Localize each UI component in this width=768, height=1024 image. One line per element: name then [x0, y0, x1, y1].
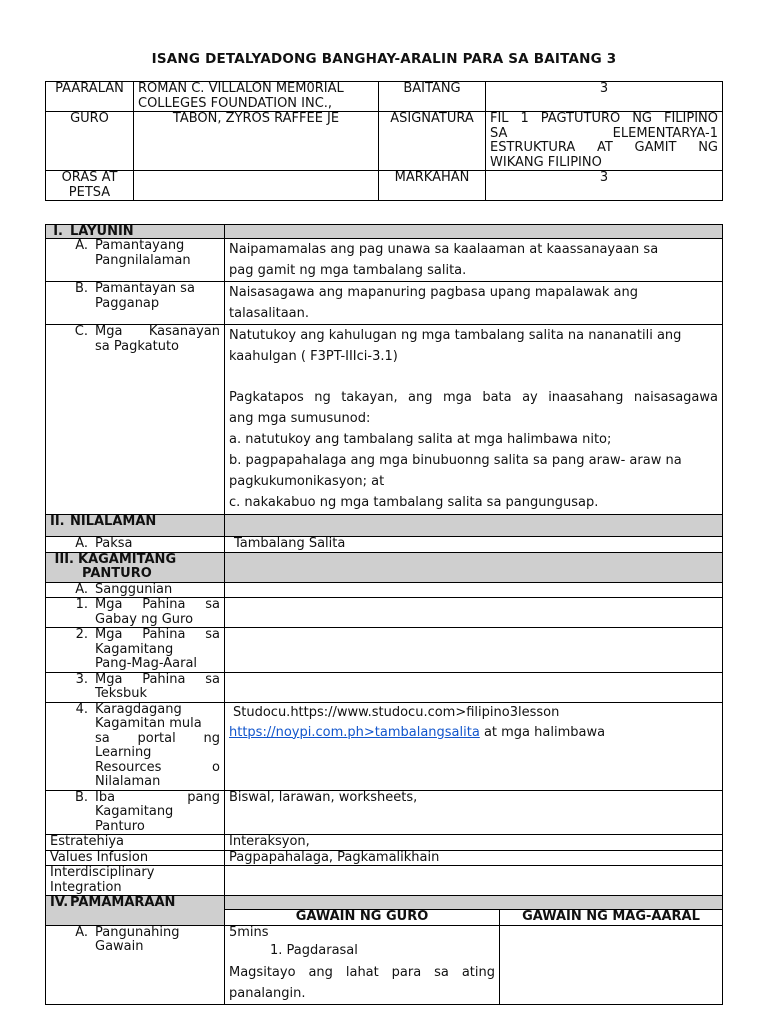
- nilalaman-row-paksa: A. Paksa Tambalang Salita: [46, 537, 723, 553]
- kagamitan-row-3: 3. Mga Pahina sa Teksbuk: [46, 672, 723, 702]
- gawain-ng-guro-header: GAWAIN NG GURO: [225, 910, 500, 926]
- interdisciplinary-row: Interdisciplinary Integration: [46, 866, 723, 896]
- layunin-row-c: C. Mga Kasanayan sa Pagkatuto Natutukoy ang kahulugan ng mga tambalang salita na nananatili ang kaahulgan ( F3PT-IIIci-3.1) Pagkatapos ng takayan, ang mga bata ay inaasahang naisasagawa ang mga sumusunod: a. natutukoy ang tambalang salita at mga halimbawa nito; b. pagpapahalaga ang mga binubuonng salita sa pang araw- araw na pagkukumonikasyon; at c. nakakabuo ng mga tambalang salita sa pangungusap.: [46, 325, 723, 515]
- baitang-label: BAITANG: [379, 82, 486, 112]
- noypi-link[interactable]: https://noypi.com.ph>tambalangsalita: [229, 724, 480, 740]
- mag-aaral-response-cell: [500, 925, 723, 1004]
- section-layunin: I. LAYUNIN: [46, 225, 723, 239]
- markahan-value: 3: [486, 171, 723, 201]
- pamamaraan-row-a: A. Pangunahing Gawain 5mins 1. Pagdarasal Magsitayo ang lahat para sa ating panalangin.: [46, 925, 723, 1004]
- paaralan-value: ROMAN C. VILLALON MEM0RIAL COLLEGES FOUNDATION INC.,: [134, 82, 379, 112]
- markahan-label: MARKAHAN: [379, 171, 486, 201]
- guro-value: TABON, ZYROS RAFFEE JE: [134, 112, 379, 171]
- section-nilalaman: II. NILALAMAN: [46, 515, 723, 537]
- section-title: LAYUNIN: [70, 224, 134, 239]
- kagamitan-row-1: 1. Mga Pahina sa Gabay ng Guro: [46, 598, 723, 628]
- guro-label: GURO: [46, 112, 134, 171]
- asignatura-value: FIL 1 PAGTUTURO NG FILIPINO SA ELEMENTARYA-1 ESTRUKTURA AT GAMIT NG WIKANG FILIPINO: [486, 112, 723, 171]
- estratehiya-row: Estratehiya Interaksyon,: [46, 835, 723, 851]
- kagamitan-row-2: 2. Mga Pahina sa Kagamitang Pang-Mag-Aaral: [46, 628, 723, 673]
- kagamitan-row-b: B. Iba pang Kagamitang Panturo Biswal, larawan, worksheets,: [46, 790, 723, 835]
- layunin-row-a: A. Pamantayang Pangnilalaman Naipamamalas ang pag unawa sa kaalaaman at kaassanayaan sa pag gamit ng mga tambalang salita.: [46, 239, 723, 282]
- gawain-ng-mag-aaral-header: GAWAIN NG MAG-AARAL: [500, 910, 723, 926]
- oras-petsa-label: ORAS AT PETSA: [46, 171, 134, 201]
- oras-petsa-value: [134, 171, 379, 201]
- asignatura-label: ASIGNATURA: [379, 112, 486, 171]
- kagamitan-row-4: 4. Karagdagang Kagamitan mula sa portal ng Learning Resources o Nilalaman Studocu.https://www.studocu.com>filipino3lesson https://noypi.com.ph>tambalangsalita at mga halimbawa: [46, 702, 723, 790]
- section-pamamaraan: IV. PAMAMARAAN: [46, 896, 723, 910]
- header-info-table: [45, 81, 723, 201]
- section-kagamitan: III. KAGAMITANG PANTURO: [46, 552, 723, 582]
- baitang-value: 3: [486, 82, 723, 112]
- layunin-row-b: B. Pamantayan sa Pagganap Naisasagawa ang mapanuring pagbasa upang mapalawak ang talasalitaan.: [46, 282, 723, 325]
- kagamitan-row-sanggunian: A. Sanggunian: [46, 582, 723, 598]
- values-infusion-row: Values Infusion Pagpapahalaga, Pagkamalikhain: [46, 850, 723, 866]
- paksa-value: Tambalang Salita: [225, 537, 723, 553]
- paaralan-label: PAARALAN: [46, 82, 134, 112]
- iba-pang-kagamitan-value: Biswal, larawan, worksheets,: [225, 790, 723, 835]
- lesson-plan-table: [45, 224, 723, 1005]
- page-title: ISANG DETALYADONG BANGHAY-ARALIN PARA SA BAITANG 3: [151, 51, 617, 67]
